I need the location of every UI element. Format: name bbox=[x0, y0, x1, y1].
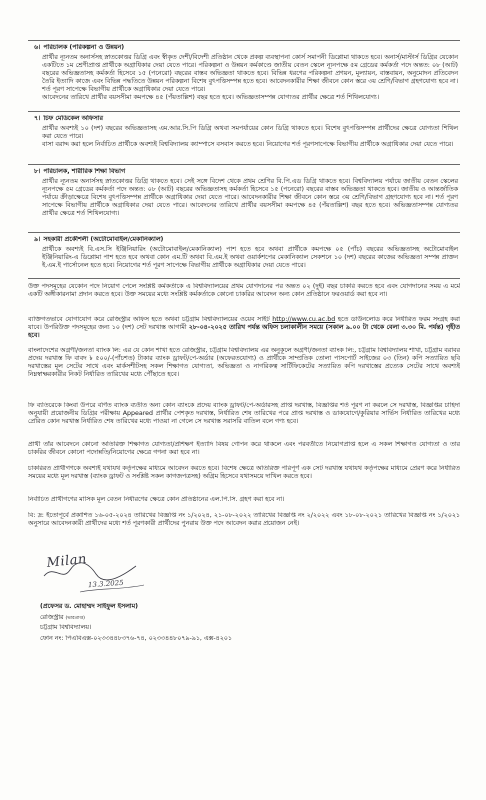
requirement-paragraph: প্রার্থীর অবশ্যই ১০ (দশ) বছরের অভিজ্ঞতাসহ এম.আর.সি.পি ডিগ্রি অথবা সমপর্যায়ের কোন ডিগ্রি থাকতে হবে। বিশেষ বুৎপত্তিসম্পন্ন প্রার্থীদের ক্ষেত্রে যোগ্যতা শিথিল করা যেতে পারে। bbox=[42, 125, 458, 140]
lpc-note-paragraph bbox=[28, 496, 460, 506]
section-chief-medical-officer bbox=[28, 111, 460, 164]
deadline-text: ২৮-০৪-২০২৫ তারিখ পর্যন্ত অফিস চলাকালীন সময়ে (সকাল ৯.০০ টা থেকে বেলা ৩.৩০ মি. পর্যন্ত) গৃহীত হবে। bbox=[28, 324, 460, 339]
section-assistant-engineer bbox=[28, 232, 460, 279]
service-bond-paragraph bbox=[28, 283, 460, 309]
section-number: ৬। bbox=[34, 44, 41, 51]
designation-text: রেজিস্ট্রার bbox=[40, 614, 64, 621]
rejection-rules-paragraph bbox=[28, 402, 460, 436]
residence-paragraph: বাসা বরাদ্দ করা হলে নির্বাচিত প্রার্থীকে অবশ্যই বিশ্ববিদ্যালয় ক্যাম্পাসে বসবাস করতে হবে। নিয়োগের শর্ত পূরণসাপেক্ষে বিভাগীয় প্রার্থীকে অগ্রাধিকার দেয়া যেতে পারে। bbox=[42, 141, 454, 148]
section-number: ৮। bbox=[34, 168, 41, 175]
hidden-qualification-text: প্রার্থী তাঁর আবেদনে কোনো অতিরিক্ত শিক্ষাগত যোগ্যতা/প্রশিক্ষণ ইত্যাদি বিষয় গোপন করে থাকলে এবং পরবর্তীতে নিয়োগপ্রাপ্ত হলে এ সকল শিক্ষাগত যোগ্যতা ও তার চাকরির জীবনে কোনো পদোন্নতি/নিয়োগের ক্ষেত্রে গণনা করা হবে না। bbox=[28, 441, 460, 456]
signature-date: 13.3.2025 bbox=[87, 578, 124, 590]
form-text-after-link: হতে ডাউনলোড করে নির্ধারিত ফরম সংগ্রহ করা যাবে। উপরিউক্ত পদসমূহের জন্য ১০ (দশ) সেট দরখাস্ত আগামী bbox=[28, 316, 460, 331]
signatory-institution: চট্টগ্রাম বিশ্ববিদ্যালয়। bbox=[40, 624, 92, 631]
section-heading bbox=[28, 168, 460, 176]
handwritten-signature bbox=[40, 552, 150, 602]
form-text-before-link: ব্যক্তিগতভাবে যোগাযোগ করে রেজিস্ট্রার অফিস হতে অথবা চট্টগ্রাম বিশ্ববিদ্যালয়ের ওয়েব সাইট bbox=[28, 316, 273, 323]
bank-draft-text: বাংলাদেশের অগ্রণী/জনতা ব্যাংক লি: এর যে কোন শাখা হতে রেজিস্ট্রার, চট্টগ্রাম বিশ্ববিদ্যালয় এর অনুকূলে অগ্রণী/জনতা ব্যাংক লি:, চট্টগ্রাম বিশ্ববিদ্যালয় শাখা, চট্টগ্রাম বরাবর প্রদেয় দরখাস্ত ফি বাবদ ৳ ৫০০/-(পাঁচশত) টাকার ব্যাংক ড্রাফট/পে-অর্ডার (অফেরতযোগ্য) ও প্রার্থীকে সাম্প্রতিক তোলা পাসপোর্ট সাইজের ০৩ (তিন) কপি সত্যায়িত ছবি দরখাস্তের মূল সেটের সাথে এবং মার্কসশীটসহ সকল শিক্ষাগত যোগ্যতা, অভিজ্ঞতা ও নাগরিকত্ব সার্টিফিকেটের সত্যায়িত কপি দরখাস্তের প্রত্যেক সেটের সাথে অবশ্যই নিম্নস্বাক্ষরকারীর নিকট নির্ধারিত তারিখের মধ্যে পৌঁছাতে হবে। bbox=[28, 347, 460, 378]
lpc-note-text: নির্বাচিত প্রার্থীগণের মাসিক মূল বেতন নির্ধারণের ক্ষেত্রে কোন প্রতিষ্ঠানের এল.পি.সি. গ্রহণ করা হবে না। bbox=[28, 496, 285, 503]
footnote-text: বি: দ্র: ইতোপূর্বে প্রকাশিত ১৬-০৫-২০২৪ তারিখের বিজ্ঞপ্তি নং ১/২০২৪, ২১-০৮-২০২২ তারিখের বিজ্ঞপ্তি নং ২/২০২২ এবং ১৮-০৮-২০২১ তারিখের বিজ্ঞপ্তি নং ১/২০২১ অনুসারে আবেদনকারী প্রার্থীদের মধ্যে শর্ত পূরণকারী প্রার্থীদের পুনরায় উক্ত পদে আবেদন করার প্রয়োজন নেই। bbox=[28, 512, 460, 527]
employed-candidates-text: চাকরিরত প্রার্থীগণকে অবশ্যই যথাযথ কর্তৃপক্ষের মাধ্যমে আবেদন করতে হবে। বিশেষ ক্ষেত্রে অতিরিক্ত পরিপূর্ণ এক সেট দরখাস্ত যথাযথ কর্তৃপক্ষের মাধ্যমে প্রেরণ করে নির্ধারিত সময়ের মধ্যে মূল দরখাস্ত (ব্যাংক ড্রাফট ও সংশ্লিষ্ট সকল কাগজপত্রসহ) অগ্রিম হিসেবে যথাসময়ে দাখিল করতে হবে। bbox=[28, 465, 460, 480]
section-title: চিফ মেডিকেল অফিসার bbox=[43, 115, 103, 122]
section-director-planning bbox=[28, 40, 460, 111]
requirement-paragraph: প্রার্থীকে অবশ্যই বি.এস.সি ইঞ্জিনিয়ারিং (অটোমোবাইল/মেকানিক্যাল) পাশ হতে হবে অথবা প্রার্থীকে কমপক্ষে ০৫ (পাঁচ) বছরের অভিজ্ঞতাসহ অটোমোবাইল ইঞ্জিনিয়ারিং-এ ডিপ্লোমা পাশ হতে হবে অথবা কোন এম.টি অথবা বি.এম.ই অথবা ওয়ার্কশপের মেকানিক্যাল সেকশনে ১০ (দশ) বছরের কাজের অভিজ্ঞতা সম্পন্ন প্রাক্তন ই.এম.ই পার্সোনেল হতে হবে। নিয়োগের শর্ত পূরণ সাপেক্ষে বিভাগীয় প্রার্থীকে অগ্রাধিকার দেয়া যেতে পারে। bbox=[42, 246, 458, 269]
footnote-paragraph bbox=[28, 512, 460, 538]
section-body bbox=[28, 246, 460, 270]
service-bond-text: উক্ত পদসমূহের যেকোন পদে নিয়োগ পেলে সংশ্লিষ্ট কর্মকর্তাকে এ বিশ্ববিদ্যালয়ের প্রথম যোগদানের পর অন্তত ০২ (দুই) বছর চাকরি করতে হবে এবং যোগদানের সময় এ মর্মে একটি অঙ্গীকারনামা প্রদান করতে হবে। উক্ত সময়ের মধ্যে সংশ্লিষ্ট কর্মকর্তাকে কোনো চাকরির আবেদন অন্য কোন প্রতিষ্ঠানে ফরওয়ার্ড করা হবে না। bbox=[28, 283, 460, 298]
section-body bbox=[28, 178, 460, 218]
section-title: পরিচালক (পরিকল্পনা ও উন্নয়ন) bbox=[43, 44, 125, 51]
designation-note: (ভারপ্রাপ্ত) bbox=[65, 616, 85, 621]
employed-candidates-paragraph bbox=[28, 465, 460, 491]
application-form-paragraph bbox=[28, 316, 460, 342]
application-form-text bbox=[28, 316, 460, 340]
section-number: ৯। bbox=[34, 236, 41, 243]
section-heading bbox=[28, 44, 460, 52]
website-link: http://www.cu.ac.bd bbox=[272, 316, 336, 323]
signature-handwriting: Milan bbox=[46, 552, 88, 571]
section-body bbox=[28, 125, 460, 149]
section-body bbox=[28, 54, 460, 102]
rejection-rules-text: ফি ব্যতিরেকে কিংবা উপরে বর্ণিত ব্যাংক ব্যতীত অন্য কোন ব্যাংকে প্রদেয় ব্যাংক ড্রাফট/পে-অর্ডারসহ প্রাপ্ত দরখাস্ত, বিজ্ঞপ্তির শর্ত পূরণ না করলে সে দরখাস্ত, বিজ্ঞপ্তির চাহিদা অনুযায়ী প্রয়োজনীয় ডিগ্রির পরীক্ষায় Appeared প্রার্থীর পেশকৃত দরখাস্ত, নির্ধারিত শেষ তারিখের পরে প্রাপ্ত দরখাস্ত ও ডাকযোগে/কুরিয়ার সার্ভিস নির্ধারিত তারিখের মধ্যে প্রেরিত কোন দরখাস্ত নির্ধারিত শেষ তারিখের মধ্যে পাওয়া না গেলে সে দরখাস্ত সরাসরি বাতিল বলে গণ্য হবে। bbox=[28, 402, 460, 425]
section-number: ৭। bbox=[34, 115, 41, 122]
requirement-paragraph: প্রার্থীর ন্যূনতম অনার্সসহ স্নাতকোত্তর ডিগ্রি থাকতে হবে। সেই সঙ্গে বিদেশ থেকে প্রথম শ্রেণির বি.পি.এড ডিগ্রি থাকতে হবে। বিশ্ববিদ্যালয় পর্যায়ে জাতীয় বেতন স্কেলের ন্যূনপক্ষে ৫ম গ্রেডের কর্মকর্তা পদে অন্তত: ০৮ (আট) বছরের অভিজ্ঞতাসহ কর্মকর্তা হিসেবে ১৫ (পনেরো) বছরের বাস্তব অভিজ্ঞতা থাকতে হবে। জাতীয় ও আন্তর্জাতিক পর্যায়ে ক্রীড়াক্ষেত্রে বিশেষ বুৎপত্তিসম্পন্ন প্রার্থীকে অগ্রাধিকার দেয়া যেতে পারে। আবেদনকারীর শিক্ষা জীবনে কোন স্তরে ৩য় শ্রেণি/বিভাগ গ্রহণযোগ্য হবে না। শর্ত পূরণ সাপেক্ষে বিভাগীয় প্রার্থীকে অগ্রাধিকার দেয়া যেতে পারে। আবেদনের তারিখে প্রার্থীর বয়সসীমা কমপক্ষে ৪৫ (পঁয়তাল্লিশ) বছর হতে হবে। অভিজ্ঞতাসম্পন্ন যোগ্যতর প্রার্থীর ক্ষেত্রে শর্ত শিথিলযোগ্য। bbox=[42, 178, 458, 217]
requirement-paragraph: প্রার্থীর ন্যূনতম অনার্সসহ স্নাতকোত্তর ডিগ্রি এবং স্বীকৃত দেশী/বিদেশী প্রতিষ্ঠান থেকে প্রকল্প ব্যবস্থাপনা কোর্স সমাপনী ডিপ্লোমা থাকতে হবে। অনার্স/মাস্টার্স ডিগ্রির যেকোন একটিতে ১ম শ্রেণীপ্রাপ্ত প্রার্থীকে অগ্রাধিকার দেয়া যেতে পারে। পরিকল্পনা ও উন্নয়ন কর্মকাণ্ডে জাতীয় বেতন স্কেলে ন্যূনপক্ষে ৫ম গ্রেডের কর্মকর্তা পদে অন্তত: ০৮ (আট) বছরের অভিজ্ঞতাসহ কর্মকর্তা হিসেবে ১৫ (পনেরো) বছরের বাস্তব অভিজ্ঞতা থাকতে হবে। বিভিন্ন ধরণের পরিকল্পনা প্রণয়ন, মূল্যায়ন, বাস্তবায়ন, অনুমোদন প্রতিবেদন তৈরি ইত্যাদি কাজে এবং বিভিন্ন পদ্ধতিতে উন্নয়ন পরিকল্পনা বিশেষ বুৎপত্তিসম্পন্ন হতে হবে। আবেদনকারীর শিক্ষা জীবনে কোন স্তরে ৩য় শ্রেণি/বিভাগ গ্রহণযোগ্য হবে না। শর্ত পূরণ সাপেক্ষে বিভাগীয় প্রার্থীকে অগ্রাধিকার দেয়া যেতে পারে। bbox=[42, 54, 458, 93]
section-heading bbox=[28, 115, 460, 123]
signatory-designation bbox=[40, 614, 460, 623]
section-title: সহকারী প্রকৌশলী (অটোমোবাইল/মেকানিক্যাল) bbox=[43, 236, 164, 243]
hidden-qualification-paragraph bbox=[28, 441, 460, 459]
signatory-name: (প্রফেসর ড. মোহাম্মদ সাইফুল ইসলাম) bbox=[40, 603, 139, 610]
age-limit-paragraph: আবেদনের তারিখে প্রার্থীর বয়সসীমা কমপক্ষে ৪৫ (পঁয়তাল্লিশ) বছর হতে হবে। অভিজ্ঞতাসম্পন্ন যোগ্যতর প্রার্থীর ক্ষেত্রে শর্ত শিথিলযোগ্য। bbox=[42, 94, 379, 101]
section-heading bbox=[28, 236, 460, 244]
bank-draft-paragraph bbox=[28, 347, 460, 397]
section-director-physical-education bbox=[28, 164, 460, 232]
signatory-phone: ফোন নং: পিএবিএক্স-০২৩৩৪৪৮৩৭৬-৭৪, ০২৩৩৪৪৮০৭৯-৯১, এক্স-৪২০১ bbox=[40, 635, 232, 642]
section-title: পরিচালক, শারীরিক শিক্ষা বিভাগ bbox=[43, 168, 126, 175]
